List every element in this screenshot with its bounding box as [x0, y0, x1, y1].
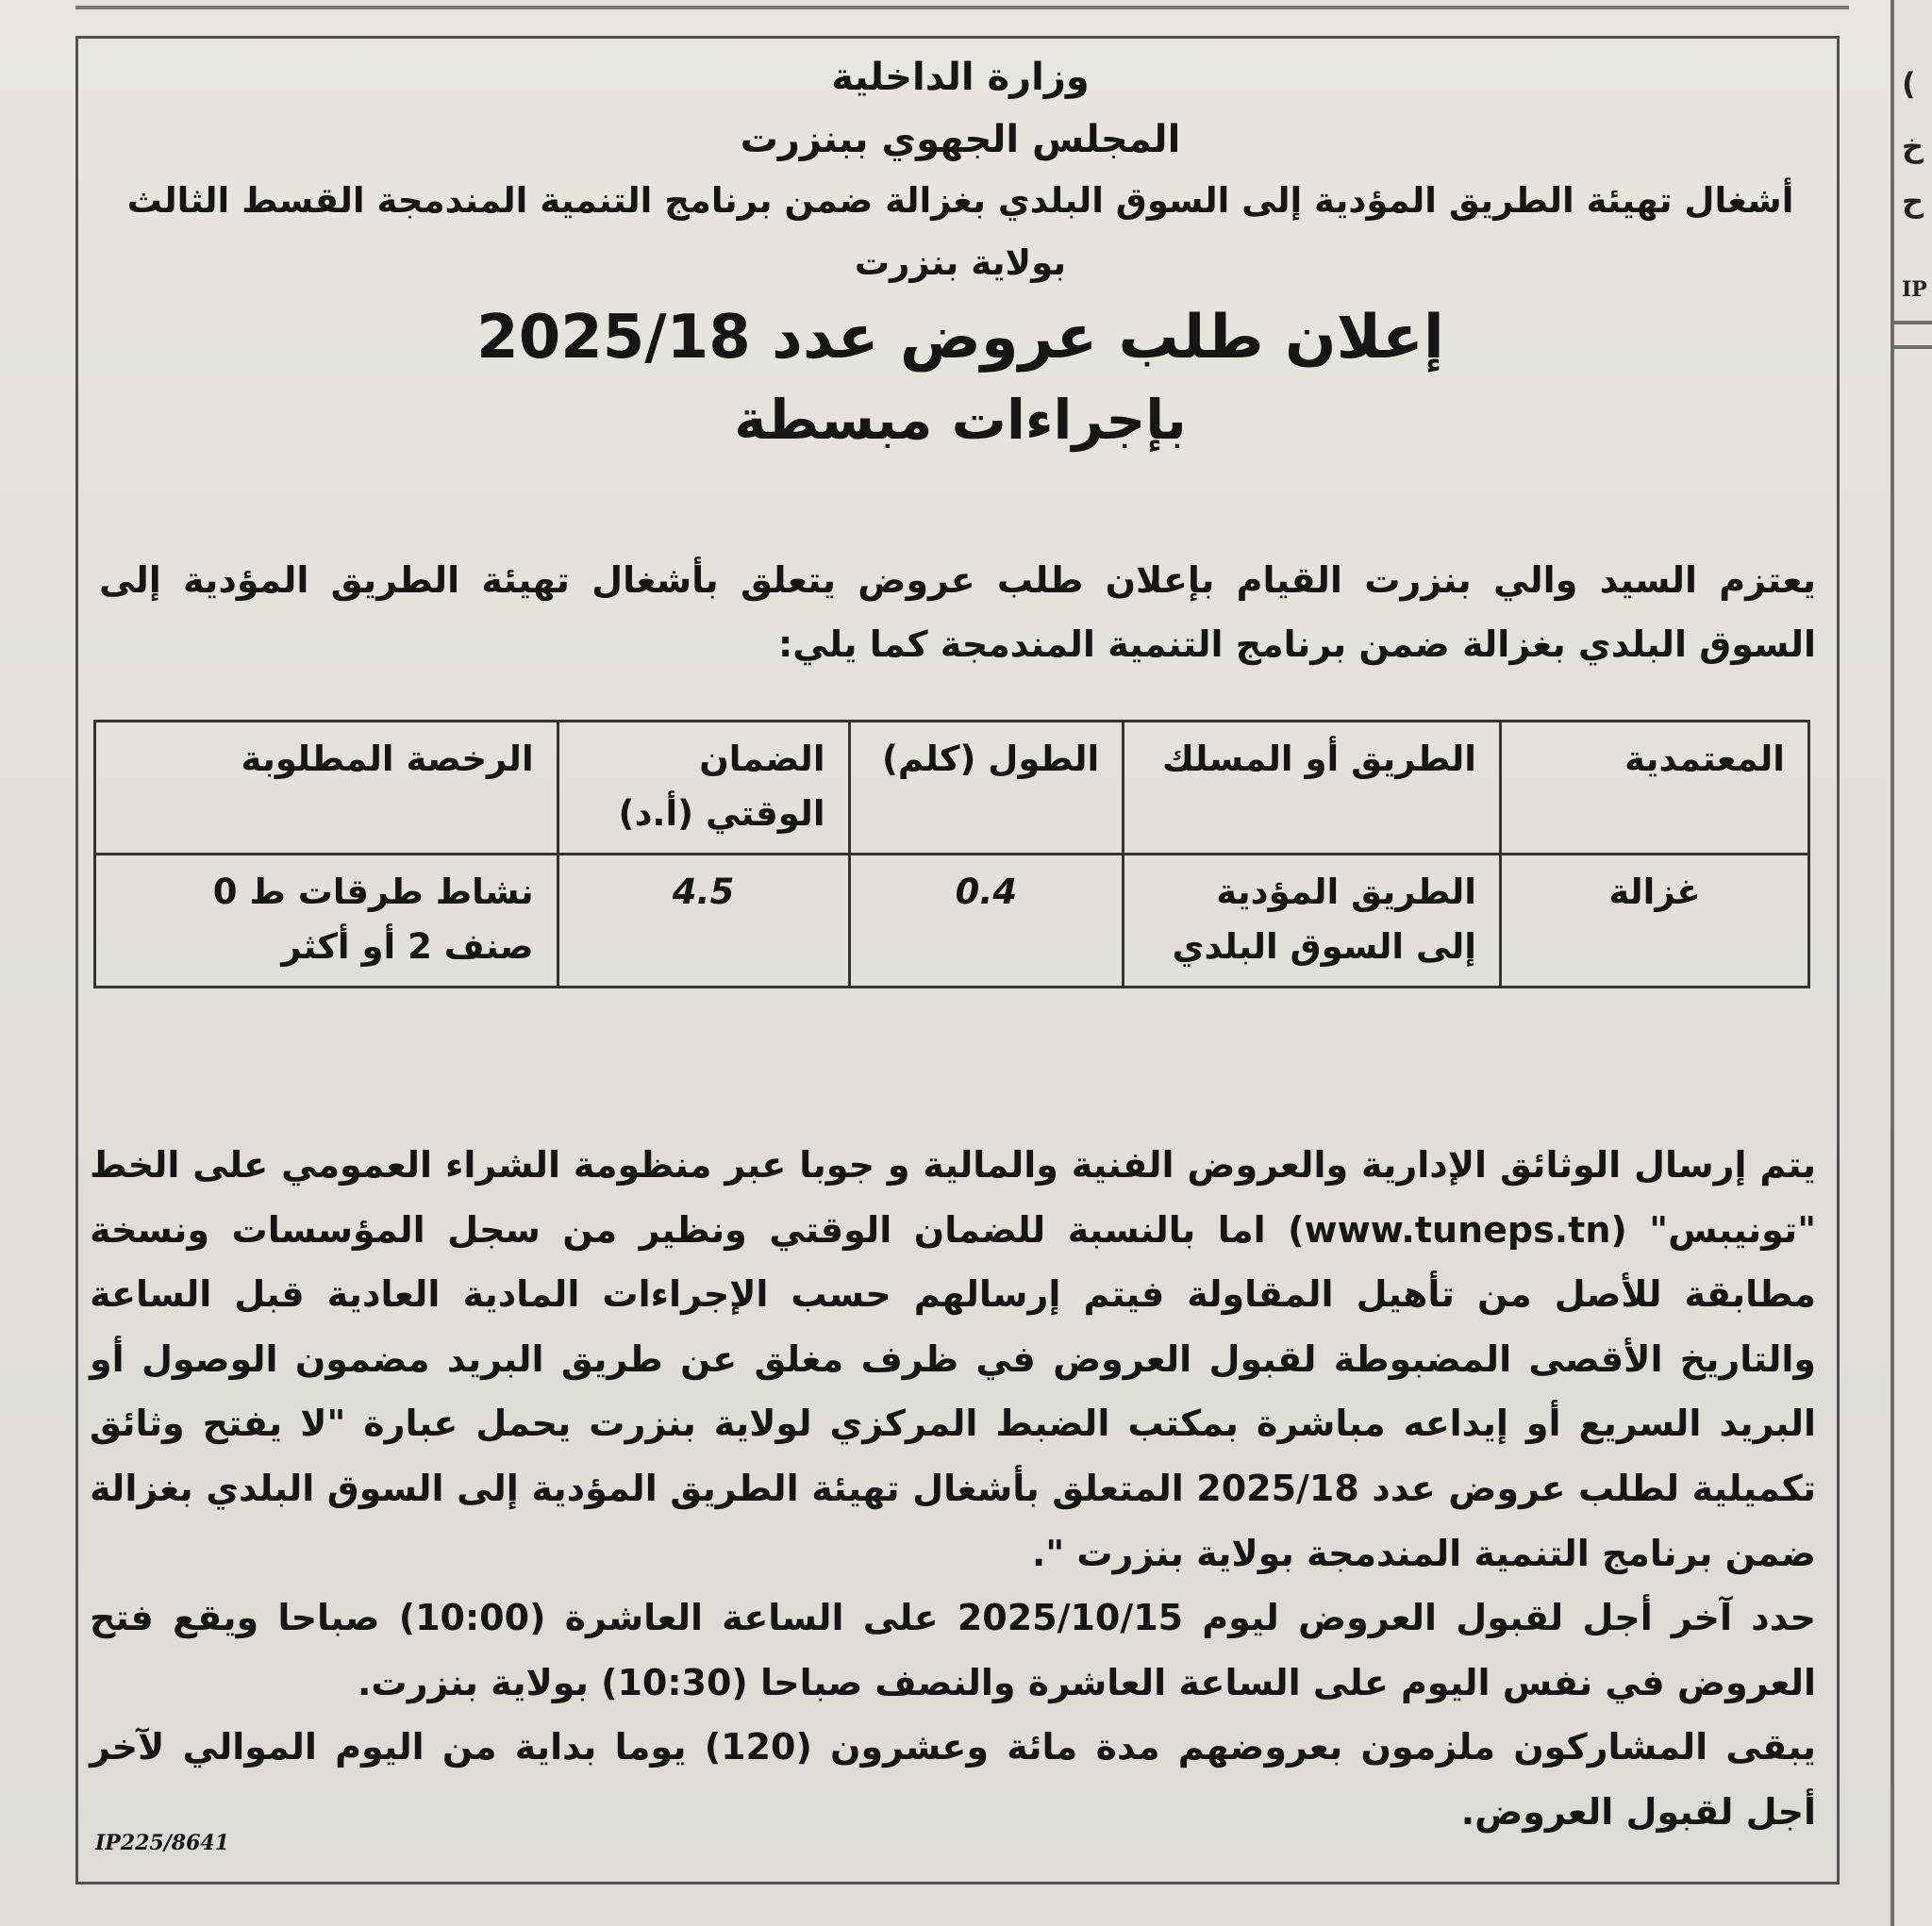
adjacent-glyph: IP — [1902, 277, 1927, 302]
cell-road: الطريق المؤدية إلى السوق البلدي — [1124, 855, 1501, 988]
table-row — [95, 855, 1809, 988]
column-header-length: الطول (كلم) — [849, 722, 1124, 855]
cell-guarantee: 4.5 — [558, 855, 849, 988]
deadline-paragraph: حدد آخر أجل لقبول العروض ليوم 2025/10/15 على الساعة العاشرة (10:00) صباحا ويقع فتح العروض في نفس اليوم على الساعة العاشرة والنصف صباحا (10:30) بولاية بنزرت. — [90, 1597, 1817, 1703]
procedure-type: بإجراءات مبسطة — [734, 388, 1187, 452]
column-header-license: الرخصة المطلوبة — [95, 722, 558, 855]
column-separator — [1894, 345, 1932, 349]
project-title: أشغال تهيئة الطريق المؤدية إلى السوق البلدي بغزالة ضمن برنامج التنمية المندمجة القسط الثالث — [126, 180, 1794, 221]
column-separator — [1894, 321, 1932, 324]
cell-license: نشاط طرقات ط 0 صنف 2 أو أكثر — [95, 855, 558, 988]
validity-paragraph: يبقى المشاركون ملزمون بعروضهم مدة مائة وعشرون (120) يوما بداية من اليوم الموالي لآخر أجل لقبول العروض. — [90, 1726, 1816, 1833]
reference-code: IP225/8641 — [95, 1831, 230, 1855]
column-header-delegation: المعتمدية — [1500, 722, 1808, 855]
state-name: بولاية بنزرت — [854, 242, 1067, 283]
column-header-guarantee: الضمان الوقتي (أ.د) — [558, 722, 849, 855]
intro-paragraph: يعتزم السيد والي بنزرت القيام بإعلان طلب عروض يتعلق بأشغال تهيئة الطريق المؤدية إلى السوق البلدي بغزالة ضمن برنامج التنمية المندمجة كما يلي: — [99, 559, 1816, 665]
adjacent-column — [1890, 0, 1932, 1926]
ministry-name: وزارة الداخلية — [831, 56, 1090, 99]
submission-paragraph: يتم إرسال الوثائق الإدارية والعروض الفنية والمالية و جوبا عبر منظومة الشراء العمومي على الخط "تونيبس" (www.tuneps.tn) اما بالنسبة للضمان الوقتي ونظير من سجل المؤسسات ونسخة مطابقة للأصل من تأهيل المقاولة فيتم إرسالهم حسب الإجراءات المادية العادية قبل الساعة والتاريخ الأقصى المضبوطة لقبول العروض في ظرف مغلق عن طريق البريد مضمون الوصول أو البريد السريع أو إيداعه مباشرة بمكتب الضبط المركزي لولاية بنزرت يحمل عبارة "لا يفتح وثائق تكميلية لطلب عروض عدد 2025/18 المتعلق بأشغال تهيئة الطريق المؤدية إلى السوق البلدي بغزالة ضمن برنامج التنمية المندمجة بولاية بنزرت ". — [90, 1144, 1817, 1574]
works-table — [93, 720, 1810, 988]
adjacent-glyph: ح — [1902, 183, 1924, 219]
council-name: المجلس الجهوي ببنزرت — [740, 118, 1181, 161]
adjacent-glyph: خ — [1902, 128, 1924, 164]
cell-delegation: غزالة — [1500, 855, 1808, 988]
notice-body — [90, 1133, 1816, 1845]
notice-title: إعلان طلب عروض عدد 2025/18 — [476, 303, 1444, 373]
top-rule — [75, 6, 1849, 9]
cell-length: 0.4 — [849, 855, 1124, 988]
adjacent-glyph: ) — [1902, 66, 1916, 102]
tender-notice — [75, 36, 1840, 1884]
table-header-row — [95, 722, 1809, 855]
column-header-road: الطريق أو المسلك — [1124, 722, 1501, 855]
